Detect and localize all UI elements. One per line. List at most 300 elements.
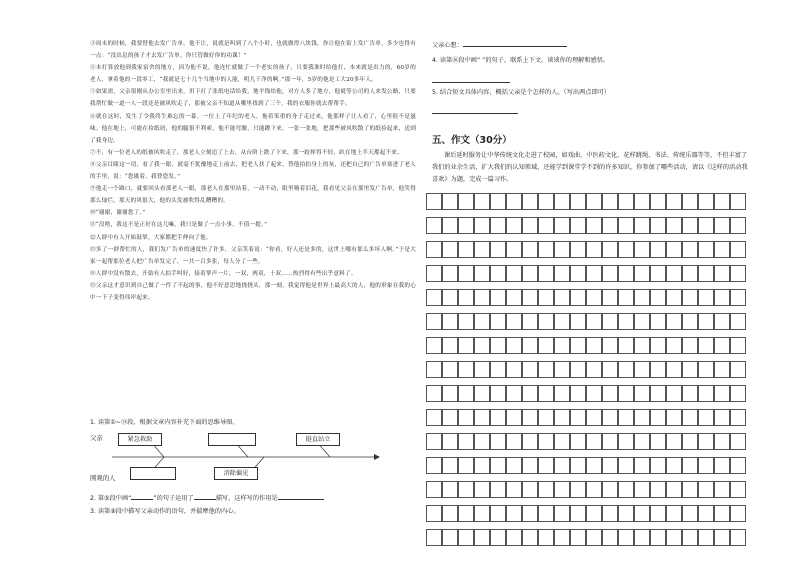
- grid-cell[interactable]: [490, 289, 506, 306]
- grid-cell[interactable]: [698, 289, 714, 306]
- grid-cell[interactable]: [554, 241, 570, 258]
- grid-cell[interactable]: [426, 313, 442, 330]
- grid-cell[interactable]: [474, 481, 490, 498]
- grid-cell[interactable]: [522, 529, 538, 546]
- grid-cell[interactable]: [442, 433, 458, 450]
- grid-cell[interactable]: [650, 433, 666, 450]
- grid-cell[interactable]: [602, 217, 618, 234]
- grid-cell[interactable]: [586, 433, 602, 450]
- grid-cell[interactable]: [714, 409, 730, 426]
- grid-cell[interactable]: [506, 457, 522, 474]
- grid-cell[interactable]: [506, 241, 522, 258]
- grid-cell[interactable]: [698, 265, 714, 282]
- grid-cell[interactable]: [538, 217, 554, 234]
- grid-cell[interactable]: [634, 193, 650, 210]
- grid-cell[interactable]: [666, 433, 682, 450]
- grid-cell[interactable]: [682, 337, 698, 354]
- grid-cell[interactable]: [602, 481, 618, 498]
- grid-cell[interactable]: [714, 337, 730, 354]
- grid-cell[interactable]: [522, 313, 538, 330]
- grid-cell[interactable]: [634, 409, 650, 426]
- grid-cell[interactable]: [554, 529, 570, 546]
- grid-cell[interactable]: [474, 289, 490, 306]
- grid-cell[interactable]: [698, 457, 714, 474]
- grid-cell[interactable]: [570, 433, 586, 450]
- grid-cell[interactable]: [490, 361, 506, 378]
- grid-cell[interactable]: [650, 385, 666, 402]
- grid-cell[interactable]: [714, 217, 730, 234]
- grid-cell[interactable]: [474, 265, 490, 282]
- grid-cell[interactable]: [474, 337, 490, 354]
- grid-cell[interactable]: [730, 505, 746, 522]
- grid-cell[interactable]: [554, 409, 570, 426]
- grid-cell[interactable]: [442, 361, 458, 378]
- grid-cell[interactable]: [618, 289, 634, 306]
- grid-cell[interactable]: [714, 529, 730, 546]
- grid-cell[interactable]: [426, 265, 442, 282]
- grid-cell[interactable]: [586, 337, 602, 354]
- grid-cell[interactable]: [730, 289, 746, 306]
- grid-cell[interactable]: [666, 505, 682, 522]
- grid-cell[interactable]: [506, 337, 522, 354]
- grid-cell[interactable]: [522, 193, 538, 210]
- grid-cell[interactable]: [650, 409, 666, 426]
- grid-cell[interactable]: [602, 289, 618, 306]
- grid-cell[interactable]: [666, 457, 682, 474]
- grid-cell[interactable]: [602, 529, 618, 546]
- grid-cell[interactable]: [602, 241, 618, 258]
- answer-blank[interactable]: [432, 107, 518, 114]
- grid-cell[interactable]: [474, 409, 490, 426]
- grid-cell[interactable]: [730, 385, 746, 402]
- grid-cell[interactable]: [634, 457, 650, 474]
- grid-cell[interactable]: [666, 361, 682, 378]
- grid-cell[interactable]: [554, 433, 570, 450]
- grid-cell[interactable]: [522, 481, 538, 498]
- grid-cell[interactable]: [554, 313, 570, 330]
- grid-cell[interactable]: [586, 505, 602, 522]
- grid-cell[interactable]: [554, 289, 570, 306]
- grid-cell[interactable]: [730, 265, 746, 282]
- grid-cell[interactable]: [538, 433, 554, 450]
- grid-cell[interactable]: [570, 265, 586, 282]
- grid-cell[interactable]: [602, 265, 618, 282]
- grid-cell[interactable]: [602, 433, 618, 450]
- grid-cell[interactable]: [506, 529, 522, 546]
- grid-cell[interactable]: [490, 529, 506, 546]
- grid-cell[interactable]: [682, 505, 698, 522]
- grid-cell[interactable]: [730, 241, 746, 258]
- grid-cell[interactable]: [570, 457, 586, 474]
- grid-cell[interactable]: [506, 505, 522, 522]
- grid-cell[interactable]: [714, 361, 730, 378]
- grid-cell[interactable]: [506, 481, 522, 498]
- grid-cell[interactable]: [730, 313, 746, 330]
- grid-cell[interactable]: [506, 409, 522, 426]
- grid-cell[interactable]: [698, 241, 714, 258]
- grid-cell[interactable]: [426, 217, 442, 234]
- grid-cell[interactable]: [474, 457, 490, 474]
- grid-cell[interactable]: [458, 361, 474, 378]
- grid-cell[interactable]: [442, 457, 458, 474]
- grid-cell[interactable]: [506, 385, 522, 402]
- grid-cell[interactable]: [730, 409, 746, 426]
- grid-cell[interactable]: [426, 385, 442, 402]
- grid-cell[interactable]: [698, 361, 714, 378]
- grid-cell[interactable]: [522, 457, 538, 474]
- grid-cell[interactable]: [506, 265, 522, 282]
- grid-cell[interactable]: [618, 337, 634, 354]
- grid-cell[interactable]: [474, 193, 490, 210]
- grid-cell[interactable]: [506, 361, 522, 378]
- grid-cell[interactable]: [586, 409, 602, 426]
- grid-cell[interactable]: [730, 433, 746, 450]
- grid-cell[interactable]: [602, 313, 618, 330]
- grid-cell[interactable]: [634, 337, 650, 354]
- grid-cell[interactable]: [714, 313, 730, 330]
- grid-cell[interactable]: [666, 313, 682, 330]
- grid-cell[interactable]: [538, 529, 554, 546]
- grid-cell[interactable]: [602, 409, 618, 426]
- diagram-box-blank[interactable]: [208, 433, 256, 446]
- grid-cell[interactable]: [618, 457, 634, 474]
- grid-cell[interactable]: [650, 193, 666, 210]
- grid-cell[interactable]: [634, 385, 650, 402]
- grid-cell[interactable]: [570, 313, 586, 330]
- grid-cell[interactable]: [458, 481, 474, 498]
- grid-cell[interactable]: [458, 337, 474, 354]
- grid-cell[interactable]: [538, 265, 554, 282]
- grid-cell[interactable]: [714, 289, 730, 306]
- grid-cell[interactable]: [650, 529, 666, 546]
- grid-cell[interactable]: [538, 409, 554, 426]
- grid-cell[interactable]: [730, 193, 746, 210]
- grid-cell[interactable]: [442, 265, 458, 282]
- grid-cell[interactable]: [618, 217, 634, 234]
- grid-cell[interactable]: [570, 337, 586, 354]
- grid-cell[interactable]: [650, 313, 666, 330]
- grid-cell[interactable]: [650, 241, 666, 258]
- grid-cell[interactable]: [650, 361, 666, 378]
- grid-cell[interactable]: [458, 529, 474, 546]
- grid-cell[interactable]: [506, 433, 522, 450]
- grid-cell[interactable]: [714, 265, 730, 282]
- grid-cell[interactable]: [730, 457, 746, 474]
- grid-cell[interactable]: [730, 337, 746, 354]
- grid-cell[interactable]: [618, 481, 634, 498]
- grid-cell[interactable]: [666, 529, 682, 546]
- grid-cell[interactable]: [570, 241, 586, 258]
- grid-cell[interactable]: [650, 457, 666, 474]
- grid-cell[interactable]: [618, 385, 634, 402]
- grid-cell[interactable]: [634, 361, 650, 378]
- grid-cell[interactable]: [442, 217, 458, 234]
- grid-cell[interactable]: [634, 505, 650, 522]
- grid-cell[interactable]: [650, 265, 666, 282]
- grid-cell[interactable]: [634, 265, 650, 282]
- grid-cell[interactable]: [458, 193, 474, 210]
- grid-cell[interactable]: [666, 481, 682, 498]
- grid-cell[interactable]: [634, 241, 650, 258]
- grid-cell[interactable]: [634, 217, 650, 234]
- grid-cell[interactable]: [730, 481, 746, 498]
- grid-cell[interactable]: [458, 241, 474, 258]
- grid-cell[interactable]: [682, 241, 698, 258]
- grid-cell[interactable]: [522, 241, 538, 258]
- grid-cell[interactable]: [570, 409, 586, 426]
- grid-cell[interactable]: [698, 529, 714, 546]
- grid-cell[interactable]: [586, 313, 602, 330]
- grid-cell[interactable]: [474, 313, 490, 330]
- grid-cell[interactable]: [698, 409, 714, 426]
- grid-cell[interactable]: [522, 289, 538, 306]
- grid-cell[interactable]: [602, 505, 618, 522]
- grid-cell[interactable]: [666, 241, 682, 258]
- grid-cell[interactable]: [666, 337, 682, 354]
- grid-cell[interactable]: [586, 481, 602, 498]
- grid-cell[interactable]: [474, 217, 490, 234]
- grid-cell[interactable]: [650, 505, 666, 522]
- grid-cell[interactable]: [682, 361, 698, 378]
- grid-cell[interactable]: [666, 265, 682, 282]
- grid-cell[interactable]: [522, 433, 538, 450]
- grid-cell[interactable]: [714, 505, 730, 522]
- grid-cell[interactable]: [698, 433, 714, 450]
- grid-cell[interactable]: [458, 265, 474, 282]
- grid-cell[interactable]: [490, 217, 506, 234]
- grid-cell[interactable]: [490, 481, 506, 498]
- answer-blank[interactable]: [194, 493, 216, 500]
- grid-cell[interactable]: [570, 193, 586, 210]
- grid-cell[interactable]: [650, 289, 666, 306]
- grid-cell[interactable]: [538, 193, 554, 210]
- grid-cell[interactable]: [682, 385, 698, 402]
- grid-cell[interactable]: [490, 337, 506, 354]
- grid-cell[interactable]: [618, 193, 634, 210]
- grid-cell[interactable]: [442, 505, 458, 522]
- grid-cell[interactable]: [602, 337, 618, 354]
- grid-cell[interactable]: [698, 313, 714, 330]
- grid-cell[interactable]: [618, 505, 634, 522]
- grid-cell[interactable]: [426, 241, 442, 258]
- grid-cell[interactable]: [618, 313, 634, 330]
- grid-cell[interactable]: [682, 289, 698, 306]
- diagram-box-blank[interactable]: [130, 467, 176, 480]
- grid-cell[interactable]: [714, 433, 730, 450]
- grid-cell[interactable]: [586, 529, 602, 546]
- grid-cell[interactable]: [522, 385, 538, 402]
- grid-cell[interactable]: [586, 361, 602, 378]
- grid-cell[interactable]: [426, 409, 442, 426]
- grid-cell[interactable]: [538, 361, 554, 378]
- grid-cell[interactable]: [442, 337, 458, 354]
- grid-cell[interactable]: [474, 433, 490, 450]
- grid-cell[interactable]: [522, 409, 538, 426]
- grid-cell[interactable]: [666, 217, 682, 234]
- grid-cell[interactable]: [586, 385, 602, 402]
- grid-cell[interactable]: [682, 409, 698, 426]
- grid-cell[interactable]: [442, 529, 458, 546]
- grid-cell[interactable]: [506, 217, 522, 234]
- grid-cell[interactable]: [714, 481, 730, 498]
- grid-cell[interactable]: [490, 193, 506, 210]
- grid-cell[interactable]: [426, 433, 442, 450]
- grid-cell[interactable]: [682, 457, 698, 474]
- grid-cell[interactable]: [506, 193, 522, 210]
- grid-cell[interactable]: [490, 313, 506, 330]
- grid-cell[interactable]: [618, 433, 634, 450]
- grid-cell[interactable]: [698, 481, 714, 498]
- grid-cell[interactable]: [490, 265, 506, 282]
- grid-cell[interactable]: [682, 217, 698, 234]
- grid-cell[interactable]: [474, 505, 490, 522]
- grid-cell[interactable]: [570, 361, 586, 378]
- grid-cell[interactable]: [586, 241, 602, 258]
- grid-cell[interactable]: [666, 193, 682, 210]
- grid-cell[interactable]: [634, 289, 650, 306]
- grid-cell[interactable]: [554, 337, 570, 354]
- grid-cell[interactable]: [490, 409, 506, 426]
- grid-cell[interactable]: [730, 361, 746, 378]
- grid-cell[interactable]: [426, 361, 442, 378]
- grid-cell[interactable]: [650, 217, 666, 234]
- grid-cell[interactable]: [426, 337, 442, 354]
- grid-cell[interactable]: [474, 529, 490, 546]
- grid-cell[interactable]: [618, 529, 634, 546]
- grid-cell[interactable]: [714, 457, 730, 474]
- grid-cell[interactable]: [458, 217, 474, 234]
- grid-cell[interactable]: [474, 241, 490, 258]
- grid-cell[interactable]: [522, 265, 538, 282]
- grid-cell[interactable]: [426, 193, 442, 210]
- grid-cell[interactable]: [538, 289, 554, 306]
- grid-cell[interactable]: [714, 193, 730, 210]
- grid-cell[interactable]: [554, 505, 570, 522]
- grid-cell[interactable]: [490, 505, 506, 522]
- grid-cell[interactable]: [570, 481, 586, 498]
- grid-cell[interactable]: [458, 409, 474, 426]
- grid-cell[interactable]: [682, 313, 698, 330]
- grid-cell[interactable]: [698, 337, 714, 354]
- grid-cell[interactable]: [554, 217, 570, 234]
- grid-cell[interactable]: [618, 265, 634, 282]
- grid-cell[interactable]: [442, 409, 458, 426]
- grid-cell[interactable]: [442, 481, 458, 498]
- grid-cell[interactable]: [426, 289, 442, 306]
- grid-cell[interactable]: [538, 313, 554, 330]
- grid-cell[interactable]: [602, 361, 618, 378]
- grid-cell[interactable]: [682, 265, 698, 282]
- grid-cell[interactable]: [522, 505, 538, 522]
- grid-cell[interactable]: [506, 313, 522, 330]
- grid-cell[interactable]: [490, 457, 506, 474]
- grid-cell[interactable]: [666, 289, 682, 306]
- grid-cell[interactable]: [698, 385, 714, 402]
- grid-cell[interactable]: [442, 193, 458, 210]
- grid-cell[interactable]: [618, 409, 634, 426]
- grid-cell[interactable]: [570, 505, 586, 522]
- grid-cell[interactable]: [650, 337, 666, 354]
- grid-cell[interactable]: [538, 481, 554, 498]
- grid-cell[interactable]: [554, 265, 570, 282]
- grid-cell[interactable]: [698, 217, 714, 234]
- grid-cell[interactable]: [458, 385, 474, 402]
- grid-cell[interactable]: [442, 385, 458, 402]
- grid-cell[interactable]: [666, 385, 682, 402]
- grid-cell[interactable]: [474, 361, 490, 378]
- grid-cell[interactable]: [682, 193, 698, 210]
- grid-cell[interactable]: [506, 289, 522, 306]
- grid-cell[interactable]: [474, 385, 490, 402]
- grid-cell[interactable]: [586, 265, 602, 282]
- grid-cell[interactable]: [586, 457, 602, 474]
- grid-cell[interactable]: [570, 217, 586, 234]
- grid-cell[interactable]: [682, 481, 698, 498]
- grid-cell[interactable]: [650, 481, 666, 498]
- grid-cell[interactable]: [426, 457, 442, 474]
- grid-cell[interactable]: [570, 385, 586, 402]
- grid-cell[interactable]: [602, 193, 618, 210]
- grid-cell[interactable]: [586, 193, 602, 210]
- grid-cell[interactable]: [634, 433, 650, 450]
- grid-cell[interactable]: [634, 313, 650, 330]
- grid-cell[interactable]: [554, 193, 570, 210]
- grid-cell[interactable]: [426, 481, 442, 498]
- grid-cell[interactable]: [714, 241, 730, 258]
- answer-blank[interactable]: [131, 493, 153, 500]
- grid-cell[interactable]: [714, 385, 730, 402]
- grid-cell[interactable]: [458, 289, 474, 306]
- grid-cell[interactable]: [522, 361, 538, 378]
- grid-cell[interactable]: [618, 241, 634, 258]
- grid-cell[interactable]: [458, 505, 474, 522]
- grid-cell[interactable]: [490, 385, 506, 402]
- grid-cell[interactable]: [538, 385, 554, 402]
- grid-cell[interactable]: [490, 433, 506, 450]
- grid-cell[interactable]: [698, 505, 714, 522]
- grid-cell[interactable]: [730, 529, 746, 546]
- answer-blank[interactable]: [432, 76, 510, 83]
- grid-cell[interactable]: [666, 409, 682, 426]
- grid-cell[interactable]: [442, 313, 458, 330]
- grid-cell[interactable]: [730, 217, 746, 234]
- grid-cell[interactable]: [538, 505, 554, 522]
- grid-cell[interactable]: [458, 433, 474, 450]
- grid-cell[interactable]: [426, 529, 442, 546]
- answer-blank[interactable]: [463, 40, 567, 47]
- grid-cell[interactable]: [634, 481, 650, 498]
- grid-cell[interactable]: [554, 481, 570, 498]
- grid-cell[interactable]: [554, 457, 570, 474]
- grid-cell[interactable]: [634, 529, 650, 546]
- grid-cell[interactable]: [554, 385, 570, 402]
- grid-cell[interactable]: [426, 505, 442, 522]
- grid-cell[interactable]: [490, 241, 506, 258]
- grid-cell[interactable]: [602, 457, 618, 474]
- grid-cell[interactable]: [698, 193, 714, 210]
- grid-cell[interactable]: [458, 457, 474, 474]
- grid-cell[interactable]: [442, 241, 458, 258]
- grid-cell[interactable]: [522, 337, 538, 354]
- grid-cell[interactable]: [682, 529, 698, 546]
- grid-cell[interactable]: [538, 241, 554, 258]
- answer-blank[interactable]: [278, 493, 324, 500]
- grid-cell[interactable]: [442, 289, 458, 306]
- grid-cell[interactable]: [586, 289, 602, 306]
- grid-cell[interactable]: [682, 433, 698, 450]
- grid-cell[interactable]: [570, 289, 586, 306]
- grid-cell[interactable]: [538, 337, 554, 354]
